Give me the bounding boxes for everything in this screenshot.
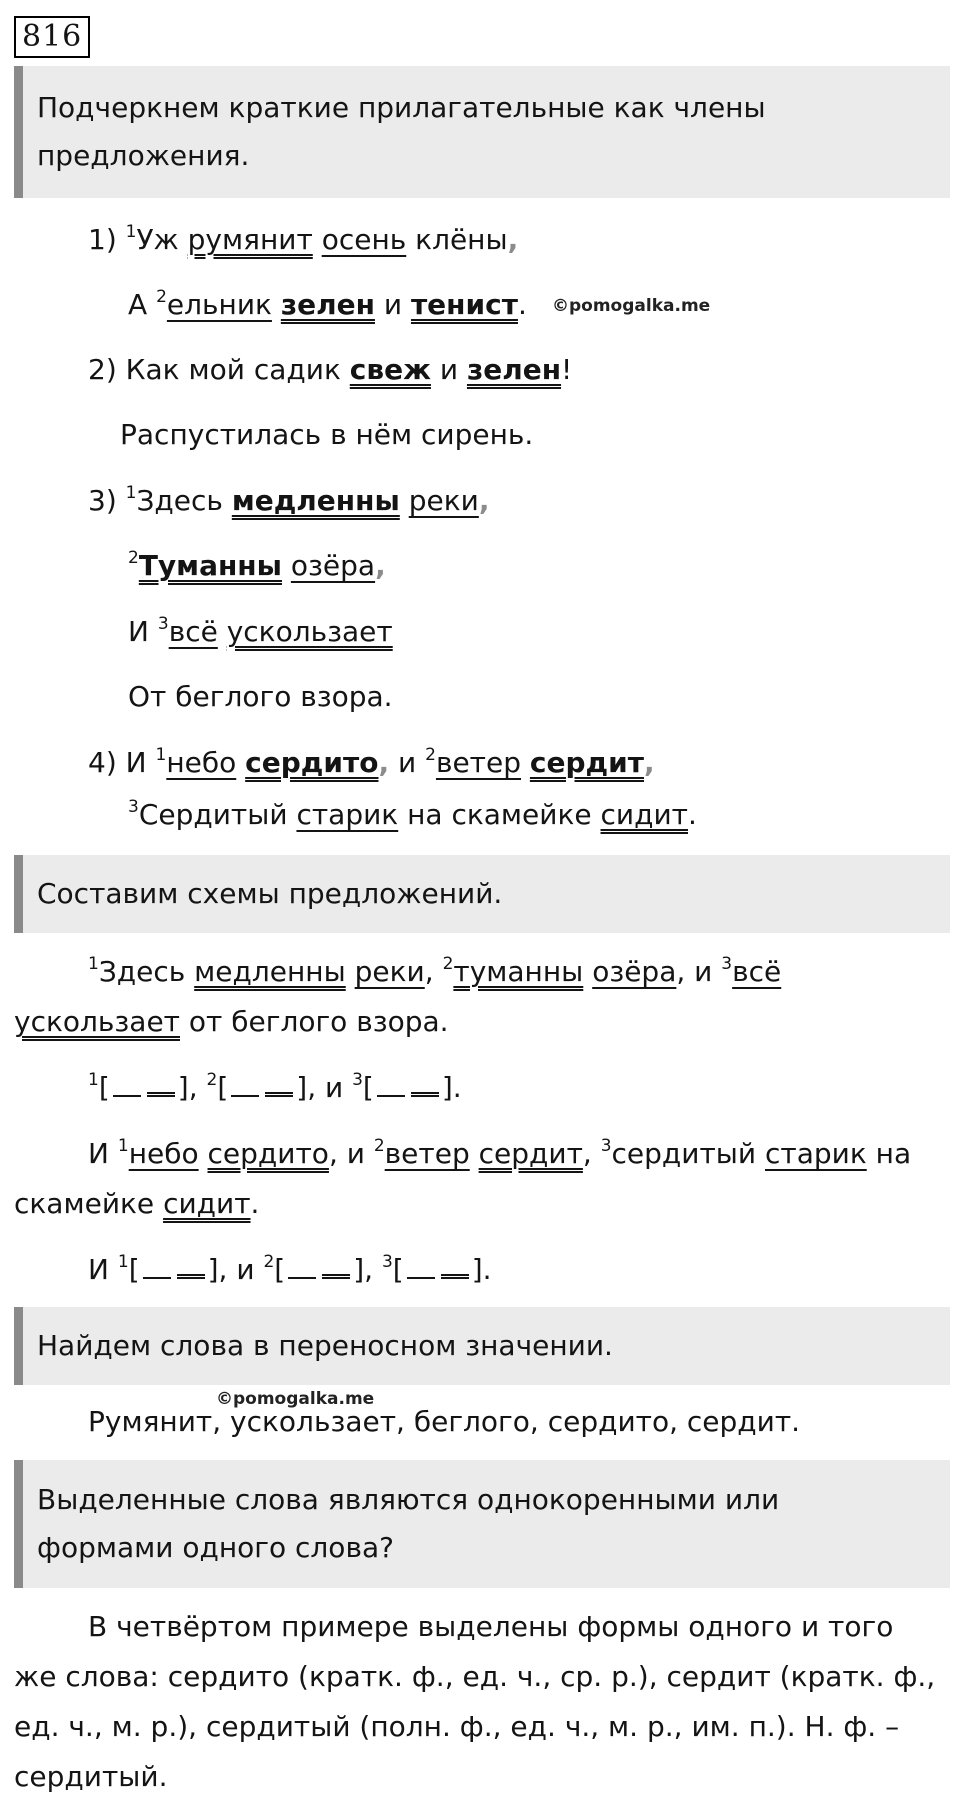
poem-line: А $^2$ельник зелен и тенист. [128,286,527,321]
header-text: Найдем слова в переносном значении. [37,1329,613,1362]
header-text: Подчеркнем краткие прилагательные как члены предложения. [37,91,766,172]
poem-line: От беглого взора. [128,680,393,713]
poem-line: И $^3$всё ускользает [128,613,393,648]
sentence-scheme: И $^1$[ ], и $^2$[ ], $^3$[ ]. [88,1251,492,1286]
poem-line: 3) $^1$Здесь медленны реки, [88,482,490,517]
watermark: ©pomogalka.me [552,296,711,316]
section-header-schemes [14,855,950,933]
task-number: 816 [14,16,90,58]
sentence-line: скамейке сидит. [14,1187,260,1220]
watermark: ©pomogalka.me [216,1389,375,1409]
poem-line: $^3$Сердитый старик на скамейке сидит. [128,796,697,831]
poem-line: Распустилась в нём сирень. [120,418,534,451]
poem-line: $^2$Туманны озёра, [128,547,386,582]
poem-line: 2) Как мой садик свеж и зелен! [88,353,573,386]
answer-line: В четвёртом примере выделены формы одного и того [88,1610,894,1643]
answer-line: сердитый. [14,1760,168,1793]
answer-line: ед. ч., м. р.), сердитый (полн. ф., ед. ч., м. р., им. п.). Н. ф. – [14,1710,900,1743]
sentence-scheme: $^1$[ ], $^2$[ ], и $^3$[ ]. [88,1069,462,1104]
poem-line: 1) $^1$Уж румянит осень клёны, [88,221,519,256]
header-text: Составим схемы предложений. [37,877,503,910]
sentence-line: И $^1$небо сердито, и $^2$ветер сердит, $^3$сердитый старик на [88,1135,912,1170]
section-header-underline [14,66,950,198]
sentence-line: ускользает от беглого взора. [14,1005,449,1038]
section-header-figurative [14,1307,950,1385]
answer-line: же слова: сердито (кратк. ф., ед. ч., ср. р.), сердит (кратк. ф., [14,1660,936,1693]
section-header-question [14,1460,950,1588]
header-text: Выделенные слова являются однокоренными или формами одного слова? [37,1483,780,1564]
answer-line: Румянит, ускользает, беглого, сердито, сердит. [88,1405,801,1438]
poem-line: 4) И $^1$небо сердито, и $^2$ветер сердит, [88,744,655,779]
sentence-line: $^1$Здесь медленны реки, $^2$туманны озёра, и $^3$всё [88,953,782,988]
